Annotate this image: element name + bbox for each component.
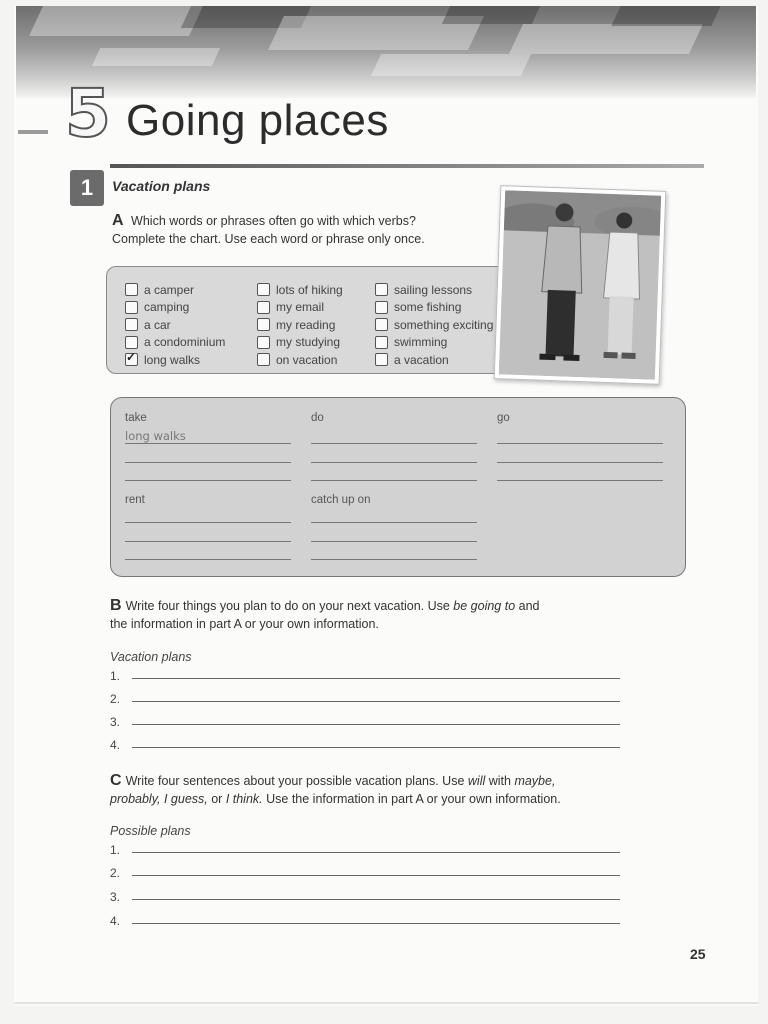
item-number: 4. bbox=[110, 738, 121, 752]
item-number: 1. bbox=[110, 669, 121, 683]
word-item[interactable] bbox=[257, 299, 343, 317]
word-column-3 bbox=[375, 281, 493, 369]
checkbox[interactable] bbox=[125, 336, 138, 349]
part-c-emphasis: maybe, bbox=[514, 774, 556, 788]
chart-header-do: do bbox=[311, 412, 324, 424]
item-number: 1. bbox=[110, 843, 121, 857]
word-item[interactable] bbox=[375, 351, 493, 369]
word-label: a vacation bbox=[394, 352, 449, 367]
unit-banner bbox=[16, 6, 756, 98]
word-item[interactable] bbox=[257, 334, 343, 352]
unit-number: 5 bbox=[65, 75, 111, 152]
page-number: 25 bbox=[690, 946, 706, 962]
word-label: a camper bbox=[144, 282, 195, 297]
part-a-letter: A bbox=[112, 212, 124, 229]
word-item[interactable] bbox=[375, 316, 493, 334]
word-item[interactable] bbox=[375, 299, 493, 317]
answer-line[interactable] bbox=[497, 462, 663, 463]
chart-answer-take: long walks bbox=[125, 429, 186, 443]
word-item[interactable] bbox=[257, 281, 343, 299]
word-label: some fishing bbox=[394, 300, 462, 315]
word-label: on vacation bbox=[276, 352, 338, 367]
part-c-text: with bbox=[485, 774, 515, 788]
checkbox[interactable] bbox=[375, 318, 388, 331]
part-c-emphasis: probably, I guess, bbox=[110, 792, 208, 806]
part-c-emphasis: will bbox=[467, 774, 486, 788]
item-number: 3. bbox=[110, 715, 121, 729]
checkbox[interactable] bbox=[375, 283, 388, 296]
answer-line[interactable] bbox=[125, 559, 291, 560]
part-c-letter: C bbox=[110, 772, 122, 789]
word-column-1 bbox=[125, 281, 225, 369]
answer-line[interactable] bbox=[125, 462, 291, 463]
word-item[interactable] bbox=[125, 299, 225, 317]
part-b-letter: B bbox=[110, 597, 122, 614]
writing-line[interactable] bbox=[132, 899, 620, 900]
checkbox[interactable] bbox=[257, 336, 270, 349]
checkbox[interactable] bbox=[257, 301, 270, 314]
checked-checkbox[interactable] bbox=[125, 353, 138, 366]
chart-header-catch-up-on: catch up on bbox=[311, 494, 371, 506]
answer-line[interactable] bbox=[125, 443, 291, 444]
answer-line[interactable] bbox=[311, 462, 477, 463]
decorative-rule bbox=[18, 130, 48, 134]
part-a-instruction-line-2: Complete the chart. Use each word or phrase only once. bbox=[112, 232, 425, 246]
checkbox[interactable] bbox=[257, 353, 270, 366]
word-item[interactable] bbox=[125, 281, 225, 299]
answer-line[interactable] bbox=[311, 559, 477, 560]
checkbox[interactable] bbox=[257, 283, 270, 296]
word-bank bbox=[106, 266, 510, 374]
word-label: lots of hiking bbox=[276, 282, 343, 297]
writing-line[interactable] bbox=[132, 852, 620, 853]
checkbox[interactable] bbox=[125, 283, 138, 296]
answer-line[interactable] bbox=[311, 480, 477, 481]
word-label: camping bbox=[144, 300, 190, 315]
word-column-2 bbox=[257, 281, 343, 369]
word-item[interactable] bbox=[375, 334, 493, 352]
part-b-instructions bbox=[110, 597, 540, 633]
page-edge bbox=[14, 1002, 758, 1004]
part-c-emphasis: I think. bbox=[225, 792, 263, 806]
word-item[interactable] bbox=[257, 351, 343, 369]
word-label: a car bbox=[144, 317, 171, 332]
page-title: Going places bbox=[126, 96, 389, 145]
item-number: 3. bbox=[110, 890, 121, 904]
chart-header-take: take bbox=[125, 412, 147, 424]
vacation-plans-heading: Vacation plans bbox=[110, 650, 192, 664]
photo-illustration bbox=[499, 190, 661, 379]
word-label: my reading bbox=[276, 317, 336, 332]
checkbox[interactable] bbox=[125, 301, 138, 314]
word-label: sailing lessons bbox=[394, 282, 473, 297]
word-label: something exciting bbox=[394, 317, 494, 332]
possible-plans-heading: Possible plans bbox=[110, 824, 191, 838]
writing-line[interactable] bbox=[132, 875, 620, 876]
answer-line[interactable] bbox=[311, 522, 477, 523]
part-c-instructions bbox=[110, 772, 561, 808]
answer-line[interactable] bbox=[125, 541, 291, 542]
answer-line[interactable] bbox=[125, 522, 291, 523]
word-item[interactable] bbox=[125, 316, 225, 334]
section-title: Vacation plans bbox=[112, 178, 211, 194]
checkbox[interactable] bbox=[375, 301, 388, 314]
word-label: swimming bbox=[394, 335, 448, 350]
chart-header-rent: rent bbox=[125, 494, 145, 506]
verb-chart bbox=[110, 397, 686, 577]
item-number: 4. bbox=[110, 914, 121, 928]
word-item[interactable] bbox=[375, 281, 493, 299]
answer-line[interactable] bbox=[497, 480, 663, 481]
part-b-text: and bbox=[515, 599, 540, 613]
word-label: a condominium bbox=[144, 335, 226, 350]
part-c-text: Write four sentences about your possible vacation plans. Use bbox=[125, 774, 468, 788]
checkbox[interactable] bbox=[257, 318, 270, 331]
part-c-text: Use the information in part A or your own information. bbox=[262, 792, 561, 806]
answer-line[interactable] bbox=[125, 480, 291, 481]
checkbox[interactable] bbox=[375, 336, 388, 349]
writing-line[interactable] bbox=[132, 701, 620, 702]
writing-line[interactable] bbox=[132, 923, 620, 924]
word-label: my studying bbox=[276, 335, 341, 350]
checkbox[interactable] bbox=[375, 353, 388, 366]
item-number: 2. bbox=[110, 692, 121, 706]
photo-image bbox=[499, 190, 661, 379]
word-item[interactable] bbox=[257, 316, 343, 334]
writing-line[interactable] bbox=[132, 747, 620, 748]
answer-line[interactable] bbox=[497, 443, 663, 444]
part-b-text: the information in part A or your own information. bbox=[110, 617, 379, 631]
answer-line[interactable] bbox=[311, 541, 477, 542]
chart-header-go: go bbox=[497, 412, 510, 424]
checkbox[interactable] bbox=[125, 318, 138, 331]
word-label: long walks bbox=[144, 352, 201, 367]
part-b-text: Write four things you plan to do on your next vacation. Use bbox=[125, 599, 454, 613]
word-item[interactable] bbox=[125, 351, 225, 369]
couple-walking-photo bbox=[494, 185, 667, 385]
writing-line[interactable] bbox=[132, 678, 620, 679]
writing-line[interactable] bbox=[132, 724, 620, 725]
part-c-text: or bbox=[207, 792, 226, 806]
section-number-badge: 1 bbox=[70, 170, 104, 206]
word-label: my email bbox=[276, 300, 325, 315]
section-divider bbox=[110, 164, 704, 168]
word-item[interactable] bbox=[125, 334, 225, 352]
part-b-emphasis: be going to bbox=[453, 599, 516, 613]
item-number: 2. bbox=[110, 866, 121, 880]
answer-line[interactable] bbox=[311, 443, 477, 444]
part-a-instructions bbox=[112, 212, 425, 248]
part-a-instruction-line-1: Which words or phrases often go with which verbs? bbox=[131, 214, 416, 228]
